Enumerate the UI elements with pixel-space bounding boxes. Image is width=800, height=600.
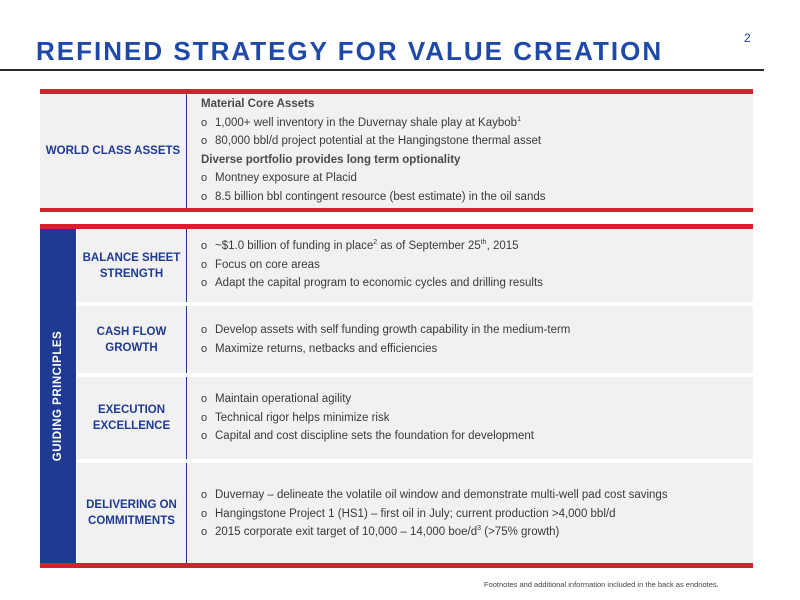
list-item: o 1,000+ well inventory in the Duvernay shale play at Kaybob$^1$ — [201, 114, 546, 133]
cash-flow-separator — [186, 306, 187, 373]
slide-title: REFINED STRATEGY FOR VALUE CREATION — [36, 36, 664, 66]
balance-sheet-label: BALANCE SHEET STRENGTH — [82, 251, 181, 280]
delivering-content — [201, 486, 668, 542]
balance-sheet-separator — [186, 229, 187, 302]
world-class-content — [201, 95, 546, 207]
execution-label: EXECUTION EXCELLENCE — [92, 404, 171, 432]
bullet-marker: o — [201, 277, 208, 290]
bullet-marker: o — [201, 240, 208, 252]
bullet-marker: o — [201, 411, 208, 424]
cash-flow-label: CASH FLOW GROWTH — [96, 325, 167, 354]
execution-content — [201, 390, 534, 446]
guiding-principles-label: GUIDING PRINCIPLES — [52, 330, 64, 462]
bullet-marker: o — [201, 393, 208, 405]
delivering-label: DELIVERING ON COMMITMENTS — [86, 499, 177, 527]
list-item: o 2015 corporate exit target of 10,000 – 14,000 boe/$d^3$ (>75% growth) — [201, 523, 668, 542]
list-item: o Maximize returns, netbacks and efficiencies — [201, 340, 570, 359]
list-item: o Maintain operational agility — [201, 390, 534, 409]
bullet-marker: o — [201, 116, 208, 129]
list-item: o Focus on core areas — [201, 256, 543, 275]
bullet-marker: o — [201, 172, 208, 185]
balance-sheet-content — [201, 237, 543, 293]
list-item: o Technical rigor helps minimize risk — [201, 409, 534, 428]
bullet-marker: o — [201, 430, 208, 443]
world-class-label: WORLD CLASS ASSETS — [45, 145, 181, 157]
list-item: o Capital and cost discipline sets the foundation for development — [201, 427, 534, 446]
list-item: o Hangingstone Project 1 (HS1) – first oil in July; current production >4,000 bbl/d — [201, 505, 668, 524]
list-item: o Adapt the capital program to economic cycles and drilling results — [201, 274, 543, 293]
list-item: o Duvernay – delineate the volatile oil window and demonstrate multi-well pad cost savings — [201, 486, 668, 505]
bullet-marker: o — [201, 526, 208, 539]
bullet-marker: o — [201, 324, 208, 336]
material-core-heading: Material Core Assets — [201, 98, 315, 110]
title-rule — [0, 69, 764, 71]
page-number: 2 — [744, 31, 751, 45]
delivering-separator — [186, 463, 187, 563]
bullet-marker: o — [201, 489, 208, 501]
bullet-marker: o — [201, 342, 208, 355]
bullet-marker: o — [201, 190, 208, 203]
world-class-separator — [186, 94, 187, 208]
bullet-marker: o — [201, 507, 208, 520]
list-item: o ~$1.0 billion of funding in place$^2$ as of September 25th, 2015 — [201, 237, 543, 256]
guiding-principles-band — [40, 229, 76, 563]
list-item: o Montney exposure at Placid — [201, 169, 546, 188]
guiding-bottom-bar — [40, 563, 753, 568]
world-class-bottom-bar — [40, 208, 753, 212]
list-item: o Develop assets with self funding growth capability in the medium-term — [201, 321, 570, 340]
bullet-marker: o — [201, 135, 208, 148]
bullet-marker: o — [201, 258, 208, 271]
list-item: o 80,000 bbl/d project potential at the Hangingstone thermal asset — [201, 132, 546, 151]
diverse-portfolio-heading: Diverse portfolio provides long term optionality — [201, 153, 461, 166]
footnote-text: Footnotes and additional information included in the back as endnotes. — [484, 580, 719, 589]
list-item: o 8.5 billion bbl contingent resource (best estimate) in the oil sands — [201, 188, 546, 207]
cash-flow-content — [201, 321, 570, 358]
execution-separator — [186, 377, 187, 459]
